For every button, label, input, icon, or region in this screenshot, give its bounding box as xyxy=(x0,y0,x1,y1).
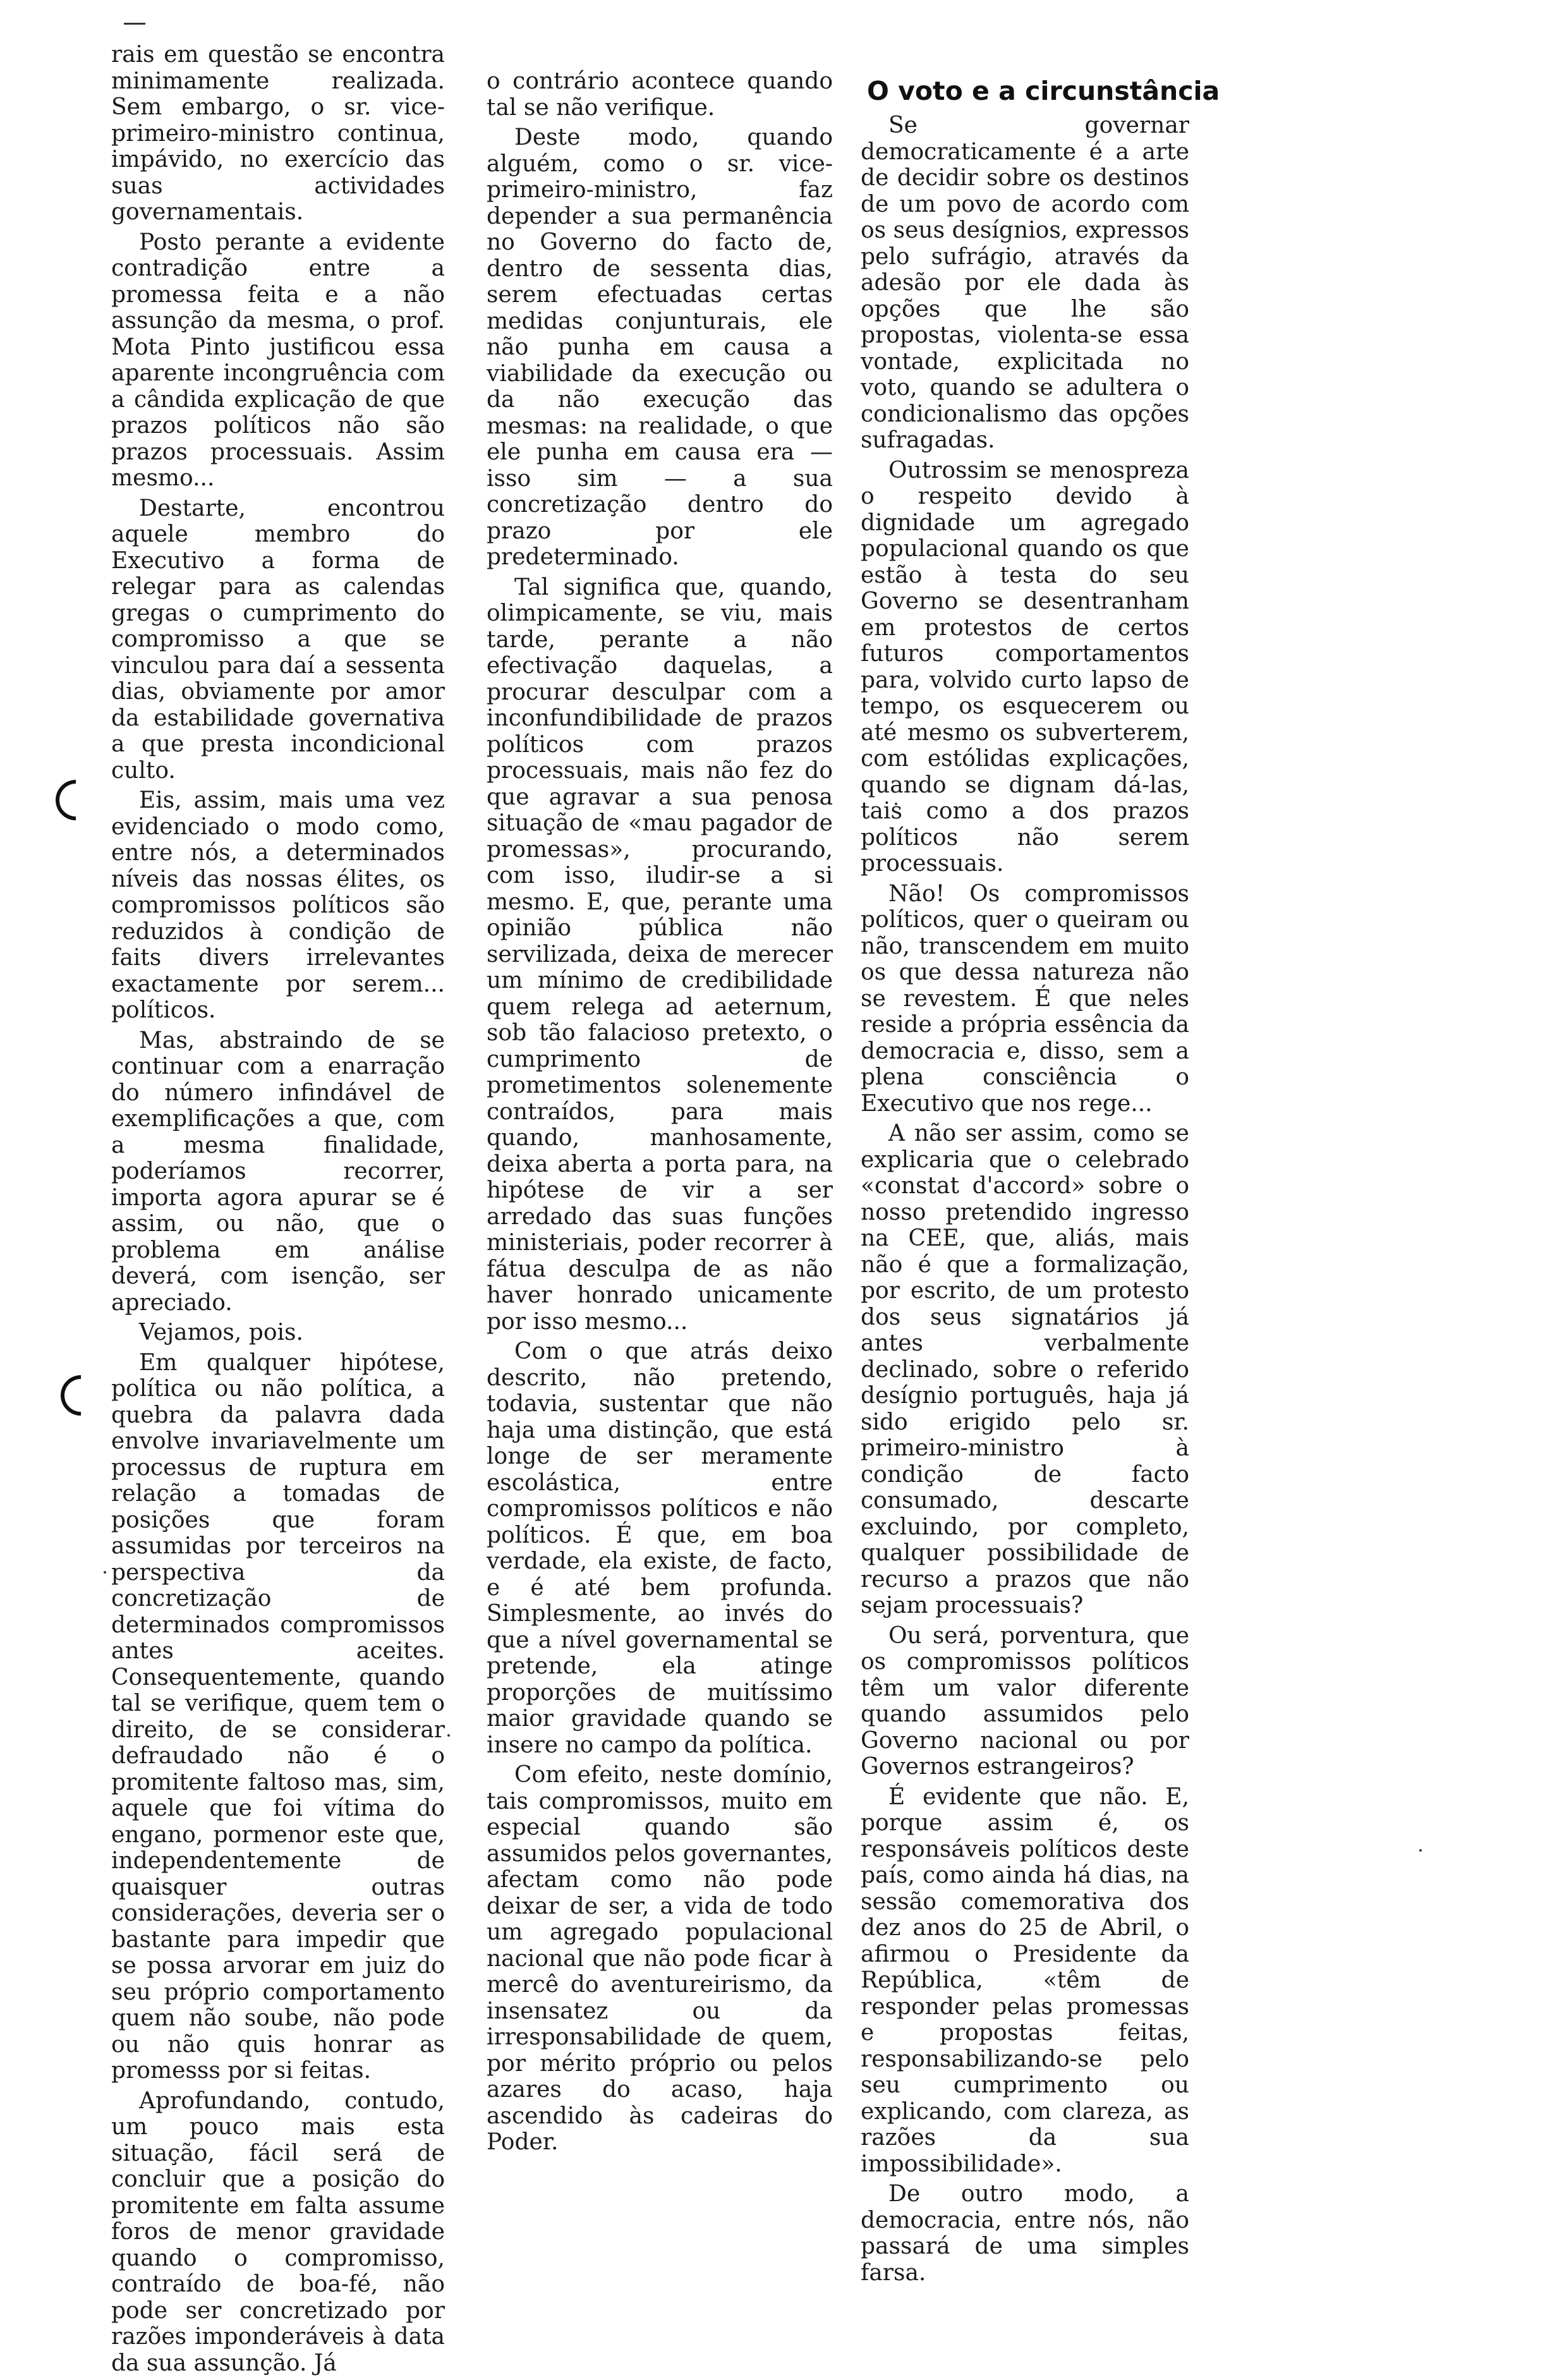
column-3 xyxy=(861,112,1189,2290)
speck-mark xyxy=(104,1571,106,1574)
column-1 xyxy=(111,42,445,2380)
paragraph: Aprofundando, contudo, um pouco mais esta situação, fácil será de concluir que a posição do promitente em falta assume foros de menor gravidade quando o compromisso, contraído de boa-fé, não pode ser concretizado por razões imponderáveis à data da sua assunção. Já xyxy=(111,2087,445,2376)
paragraph: A não ser assim, como se explicaria que o celebrado «constat d'accord» sobre o nosso pretendido ingresso na CEE, que, aliás, mais não é que a formalização, por escrito, de um protesto dos seus signatários já antes verbalmente declinado, sobre o referido desígnio português, haja já sido erigido pelo sr. primeiro-ministro à condição de facto consumado, descarte excluindo, por completo, qualquer possibilidade de recurso a prazos que não sejam processuais? xyxy=(861,1120,1189,1618)
paragraph: o contrário acontece quando tal se não verifique. xyxy=(487,68,833,121)
margin-pencil-mark xyxy=(52,1367,110,1424)
paragraph: Deste modo, quando alguém, como o sr. vice-primeiro-ministro, faz depender a sua permanência no Governo do facto de, dentro de sessenta dias, serem efectuadas certas medidas conjunturais, ele não punha em causa a viabilidade da execução ou da não execução das mesmas: na realidade, o que ele punha em causa era — isso sim — a sua concretização dentro do prazo por ele predeterminado. xyxy=(487,124,833,570)
speck-mark xyxy=(1419,1849,1422,1852)
paragraph: Posto perante a evidente contradição entre a promessa feita e a não assunção da mesma, o prof. Mota Pinto justificou essa aparente incongruência com a cândida explicação de que prazos políticos não são prazos processuais. Assim mesmo... xyxy=(111,229,445,491)
paragraph: Ou será, porventura, que os compromissos políticos têm um valor diferente quando assumidos pelo Governo nacional ou por Governos estrangeiros? xyxy=(861,1622,1189,1780)
paragraph: Em qualquer hipótese, política ou não política, a quebra da palavra dada envolve invariavelmente um processus de ruptura em relação a tomadas de posições que foram assumidas por terceiros na perspectiva da concretização de determinados compromissos antes aceites. Consequentemente, quando tal se verifique, quem tem o direito, de se considerar defraudado não é o promitente faltoso mas, sim, aquele que foi vítima do engano, pormenor este que, independentemente de quaisquer outras considerações, deveria ser o bastante para impedir que se possa arvorar em juiz do seu próprio comportamento quem não soube, não pode ou não quis honrar as promesss por si feitas. xyxy=(111,1349,445,2084)
speck-mark xyxy=(447,1734,450,1737)
paragraph: Destarte, encontrou aquele membro do Executivo a forma de relegar para as calendas gregas o cumprimento do compromisso a que se vinculou para daí a sessenta dias, obviamente por amor da estabilidade governativa a que presta incondicional culto. xyxy=(111,495,445,784)
article-headline: O voto e a circunstância xyxy=(867,76,1220,107)
paragraph: Eis, assim, mais uma vez evidenciado o modo como, entre nós, a determinados níveis das nossas élites, os compromissos políticos são reduzidos à condição de faits divers irrelevantes exactamente por serem... políticos. xyxy=(111,787,445,1023)
paragraph: É evidente que não. E, porque assim é, os responsáveis políticos deste país, como ainda há dias, na sessão comemorativa dos dez anos do 25 de Abril, o afirmou o Presidente da República, «têm de responder pelas promessas e propostas feitas, responsabilizando-se pelo seu cumprimento ou explicando, com clareza, as razões da sua impossibilidade». xyxy=(861,1783,1189,2177)
margin-pencil-mark xyxy=(47,772,105,829)
paragraph: Vejamos, pois. xyxy=(139,1320,303,1345)
paragraph: Não! Os compromissos políticos, quer o queiram ou não, transcendem em muito os que dessa natureza não se revestem. É que neles reside a própria essência da democracia e, disso, sem a plena consciência o Executivo que nos rege... xyxy=(861,880,1189,1117)
paragraph: Com efeito, neste domínio, tais compromissos, muito em especial quando são assumidos pelos governantes, afectam como não pode deixar de ser, a vida de todo um agregado populacional nacional que não pode ficar à mercê do aventureirismo, da insensatez ou da irresponsabilidade de quem, por mérito próprio ou pelos azares do acaso, haja ascendido às cadeiras do Poder. xyxy=(487,1762,833,2155)
paragraph: Mas, abstraindo de se continuar com a enarração do número infindável de exemplificações a que, com a mesma finalidade, poderíamos recorrer, importa agora apurar se é assim, ou não, que o problema em análise deverá, com isenção, ser apreciado. xyxy=(111,1027,445,1316)
top-rule-mark xyxy=(124,23,145,25)
paragraph: Com o que atrás deixo descrito, não pretendo, todavia, sustentar que não haja uma distinção, que está longe de ser meramente escolástica, entre compromissos políticos e não políticos. É que, em boa verdade, ela existe, de facto, e é até bem profunda. Simplesmente, ao invés do que a nível governamental se pretende, ela atinge proporções de muitíssimo maior gravidade quando se insere no campo da política. xyxy=(487,1339,833,1758)
paragraph: Tal significa que, quando, olimpicamente, se viu, mais tarde, perante a não efectivação daquelas, a procurar desculpar com a inconfundibilidade de prazos políticos com prazos processuais, mais não fez do que agravar a sua penosa situação de «mau pagador de promessas», procurando, com isso, iludir-se a si mesmo. E, que, perante uma opinião pública não servilizada, deixa de merecer um mínimo de credibilidade quem relega ad aeternum, sob tão falacioso pretexto, o cumprimento de prometimentos solenemente contraídos, para mais quando, manhosamente, deixa aberta a porta para, na hipótese de vir a ser arredado das suas funções ministeriais, poder recorrer à fátua desculpa de as não haver honrado unicamente por isso mesmo... xyxy=(487,574,833,1335)
paragraph: Outrossim se menospreza o respeito devido à dignidade um agregado populacional quando os que estão à testa do seu Governo se desentranham em protestos de certos futuros comportamentos para, volvido curto lapso de tempo, os esquecerem ou até mesmo os subverterem, com estólidas explicações, quando se dignam dá-las, tais como a dos prazos políticos não serem processuais. xyxy=(861,457,1189,877)
column-2 xyxy=(487,68,833,2159)
paragraph: Se governar democraticamente é a arte de decidir sobre os destinos de um povo de acordo com os seus desígnios, expressos pelo sufrágio, através da adesão por ele dada às opções que lhe são propostas, violenta-se essa vontade, explicitada no voto, quando se adultera o condicionalismo das opções sufragadas. xyxy=(861,112,1189,453)
paragraph: De outro modo, a democracia, entre nós, não passará de uma simples farsa. xyxy=(861,2181,1189,2286)
paragraph: rais em questão se encontra minimamente realizada. Sem embargo, o sr. vice-primeiro-ministro continua, impávido, no exercício das suas actividades governamentais. xyxy=(111,42,445,225)
